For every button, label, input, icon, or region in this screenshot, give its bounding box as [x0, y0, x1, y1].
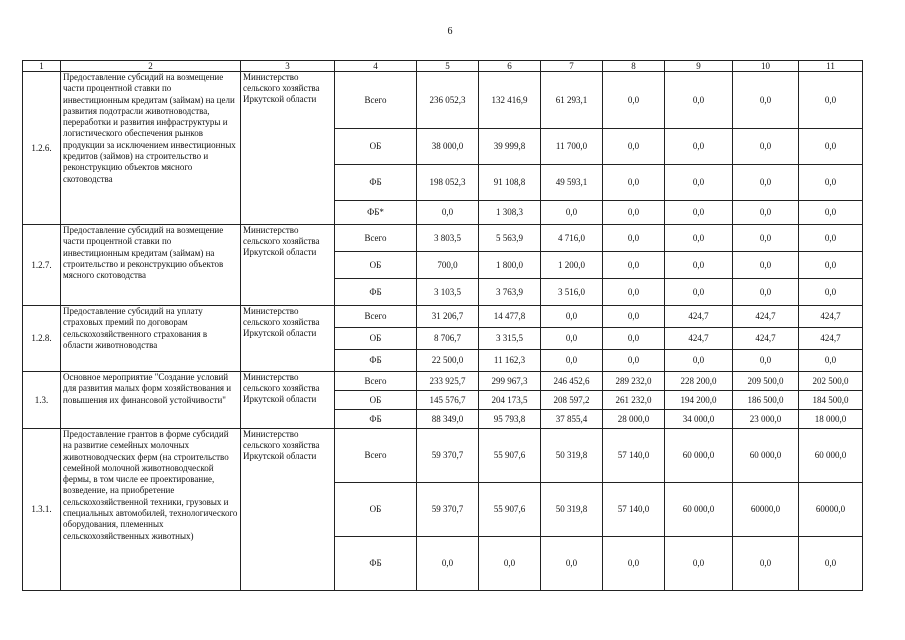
funding-source: Всего [335, 225, 417, 252]
item-number: 1.2.8. [23, 306, 61, 372]
amount-cell: 1 800,0 [479, 252, 541, 279]
amount-cell: 0,0 [733, 129, 799, 165]
header-cell: 1 [23, 61, 61, 72]
amount-cell: 0,0 [665, 72, 733, 129]
item-name: Основное мероприятие "Создание условий для развития малых форм хозяйствования и повышения их финансовой устойчивости" [61, 372, 241, 429]
amount-cell: 194 200,0 [665, 391, 733, 410]
amount-cell: 50 319,8 [541, 429, 603, 483]
amount-cell: 289 232,0 [603, 372, 665, 391]
item-name: Предоставление субсидий на возмещение части процентной ставки по инвестиционным кредитам (займам) на цели развития подотрасли животноводства, переработки и развития инфраструктуры и логистического обеспечения рынков продукции за исключением инвестиционных кредитов (займов) на строительство и реконструкцию объектов мясного скотоводства [61, 72, 241, 225]
amount-cell: 0,0 [603, 306, 665, 328]
header-cell: 11 [799, 61, 863, 72]
amount-cell: 0,0 [799, 537, 863, 591]
amount-cell: 0,0 [733, 225, 799, 252]
amount-cell: 5 563,9 [479, 225, 541, 252]
budget-table [22, 60, 863, 591]
amount-cell: 424,7 [733, 306, 799, 328]
amount-cell: 145 576,7 [417, 391, 479, 410]
amount-cell: 233 925,7 [417, 372, 479, 391]
amount-cell: 3 103,5 [417, 279, 479, 306]
executor: Министерство сельского хозяйства Иркутской области [241, 306, 335, 372]
amount-cell: 202 500,0 [799, 372, 863, 391]
amount-cell: 0,0 [665, 350, 733, 372]
amount-cell: 424,7 [733, 328, 799, 350]
amount-cell: 57 140,0 [603, 483, 665, 537]
amount-cell: 3 315,5 [479, 328, 541, 350]
amount-cell: 1 308,3 [479, 201, 541, 225]
amount-cell: 0,0 [603, 165, 665, 201]
item-name: Предоставление грантов в форме субсидий на развитие семейных молочных животноводческих ферм (на строительство семейной молочной животноводческой фермы, в том числе ее проектирование, возведение, на приобретение сельскохозяйственной техники, грузовых и специальных автомобилей, технологического оборудования, племенных сельскохозяйственных животных) [61, 429, 241, 591]
amount-cell: 299 967,3 [479, 372, 541, 391]
amount-cell: 0,0 [665, 201, 733, 225]
amount-cell: 0,0 [541, 306, 603, 328]
amount-cell: 34 000,0 [665, 410, 733, 429]
amount-cell: 424,7 [799, 306, 863, 328]
amount-cell: 0,0 [799, 72, 863, 129]
amount-cell: 38 000,0 [417, 129, 479, 165]
header-cell: 9 [665, 61, 733, 72]
amount-cell: 60 000,0 [733, 429, 799, 483]
amount-cell: 0,0 [603, 279, 665, 306]
amount-cell: 0,0 [799, 201, 863, 225]
header-row [23, 61, 863, 72]
header-cell: 5 [417, 61, 479, 72]
amount-cell: 0,0 [603, 350, 665, 372]
amount-cell: 424,7 [799, 328, 863, 350]
funding-source: Всего [335, 372, 417, 391]
amount-cell: 0,0 [733, 252, 799, 279]
amount-cell: 1 200,0 [541, 252, 603, 279]
table-row [23, 306, 863, 328]
amount-cell: 0,0 [479, 537, 541, 591]
amount-cell: 0,0 [799, 165, 863, 201]
funding-source: Всего [335, 306, 417, 328]
funding-source: ФБ [335, 537, 417, 591]
amount-cell: 228 200,0 [665, 372, 733, 391]
funding-source: ОБ [335, 328, 417, 350]
amount-cell: 209 500,0 [733, 372, 799, 391]
amount-cell: 0,0 [603, 252, 665, 279]
amount-cell: 0,0 [541, 328, 603, 350]
amount-cell: 204 173,5 [479, 391, 541, 410]
table-row [23, 72, 863, 129]
amount-cell: 3 516,0 [541, 279, 603, 306]
amount-cell: 198 052,3 [417, 165, 479, 201]
amount-cell: 0,0 [799, 350, 863, 372]
amount-cell: 0,0 [733, 201, 799, 225]
amount-cell: 0,0 [799, 252, 863, 279]
amount-cell: 0,0 [733, 165, 799, 201]
funding-source: ФБ* [335, 201, 417, 225]
amount-cell: 208 597,2 [541, 391, 603, 410]
amount-cell: 424,7 [665, 328, 733, 350]
funding-source: ФБ [335, 165, 417, 201]
header-cell: 6 [479, 61, 541, 72]
amount-cell: 0,0 [603, 201, 665, 225]
amount-cell: 60000,0 [799, 483, 863, 537]
amount-cell: 8 706,7 [417, 328, 479, 350]
amount-cell: 55 907,6 [479, 483, 541, 537]
amount-cell: 0,0 [799, 225, 863, 252]
funding-source: ФБ [335, 410, 417, 429]
amount-cell: 95 793,8 [479, 410, 541, 429]
header-cell: 4 [335, 61, 417, 72]
amount-cell: 0,0 [733, 350, 799, 372]
amount-cell: 23 000,0 [733, 410, 799, 429]
amount-cell: 60 000,0 [665, 483, 733, 537]
amount-cell: 59 370,7 [417, 429, 479, 483]
header-cell: 7 [541, 61, 603, 72]
executor: Министерство сельского хозяйства Иркутской области [241, 225, 335, 306]
amount-cell: 0,0 [665, 537, 733, 591]
amount-cell: 0,0 [603, 129, 665, 165]
amount-cell: 39 999,8 [479, 129, 541, 165]
amount-cell: 246 452,6 [541, 372, 603, 391]
amount-cell: 91 108,8 [479, 165, 541, 201]
table-row [23, 372, 863, 391]
amount-cell: 31 206,7 [417, 306, 479, 328]
executor: Министерство сельского хозяйства Иркутской области [241, 429, 335, 591]
amount-cell: 61 293,1 [541, 72, 603, 129]
amount-cell: 0,0 [733, 72, 799, 129]
amount-cell: 0,0 [417, 201, 479, 225]
amount-cell: 0,0 [541, 537, 603, 591]
amount-cell: 700,0 [417, 252, 479, 279]
amount-cell: 0,0 [665, 225, 733, 252]
amount-cell: 60000,0 [733, 483, 799, 537]
amount-cell: 60 000,0 [665, 429, 733, 483]
amount-cell: 0,0 [603, 537, 665, 591]
table-row [23, 429, 863, 483]
amount-cell: 11 700,0 [541, 129, 603, 165]
amount-cell: 0,0 [665, 165, 733, 201]
funding-source: Всего [335, 429, 417, 483]
item-number: 1.2.6. [23, 72, 61, 225]
amount-cell: 55 907,6 [479, 429, 541, 483]
amount-cell: 132 416,9 [479, 72, 541, 129]
funding-source: ОБ [335, 483, 417, 537]
amount-cell: 22 500,0 [417, 350, 479, 372]
amount-cell: 261 232,0 [603, 391, 665, 410]
item-number: 1.3.1. [23, 429, 61, 591]
amount-cell: 60 000,0 [799, 429, 863, 483]
executor: Министерство сельского хозяйства Иркутской области [241, 372, 335, 429]
header-cell: 2 [61, 61, 241, 72]
amount-cell: 0,0 [733, 537, 799, 591]
amount-cell: 28 000,0 [603, 410, 665, 429]
funding-source: ФБ [335, 350, 417, 372]
amount-cell: 14 477,8 [479, 306, 541, 328]
funding-source: ОБ [335, 129, 417, 165]
amount-cell: 4 716,0 [541, 225, 603, 252]
amount-cell: 49 593,1 [541, 165, 603, 201]
amount-cell: 0,0 [665, 129, 733, 165]
item-number: 1.3. [23, 372, 61, 429]
amount-cell: 0,0 [665, 279, 733, 306]
item-number: 1.2.7. [23, 225, 61, 306]
amount-cell: 0,0 [541, 201, 603, 225]
amount-cell: 88 349,0 [417, 410, 479, 429]
executor: Министерство сельского хозяйства Иркутской области [241, 72, 335, 225]
amount-cell: 0,0 [417, 537, 479, 591]
amount-cell: 184 500,0 [799, 391, 863, 410]
amount-cell: 18 000,0 [799, 410, 863, 429]
amount-cell: 37 855,4 [541, 410, 603, 429]
amount-cell: 0,0 [799, 129, 863, 165]
item-name: Предоставление субсидий на возмещение части процентной ставки по инвестиционным кредитам (займам) на строительство и реконструкцию объектов мясного скотоводства [61, 225, 241, 306]
amount-cell: 0,0 [603, 328, 665, 350]
amount-cell: 0,0 [603, 225, 665, 252]
amount-cell: 0,0 [603, 72, 665, 129]
amount-cell: 3 763,9 [479, 279, 541, 306]
item-name: Предоставление субсидий на уплату страховых премий по договорам сельскохозяйственного страхования в области животноводства [61, 306, 241, 372]
amount-cell: 50 319,8 [541, 483, 603, 537]
amount-cell: 11 162,3 [479, 350, 541, 372]
amount-cell: 186 500,0 [733, 391, 799, 410]
amount-cell: 59 370,7 [417, 483, 479, 537]
funding-source: ОБ [335, 252, 417, 279]
amount-cell: 236 052,3 [417, 72, 479, 129]
header-cell: 8 [603, 61, 665, 72]
amount-cell: 0,0 [799, 279, 863, 306]
amount-cell: 0,0 [541, 350, 603, 372]
funding-source: Всего [335, 72, 417, 129]
amount-cell: 0,0 [733, 279, 799, 306]
funding-source: ОБ [335, 391, 417, 410]
header-cell: 10 [733, 61, 799, 72]
amount-cell: 57 140,0 [603, 429, 665, 483]
funding-source: ФБ [335, 279, 417, 306]
page-number: 6 [447, 26, 453, 37]
header-cell: 3 [241, 61, 335, 72]
amount-cell: 3 803,5 [417, 225, 479, 252]
amount-cell: 0,0 [665, 252, 733, 279]
table-row [23, 225, 863, 252]
amount-cell: 424,7 [665, 306, 733, 328]
